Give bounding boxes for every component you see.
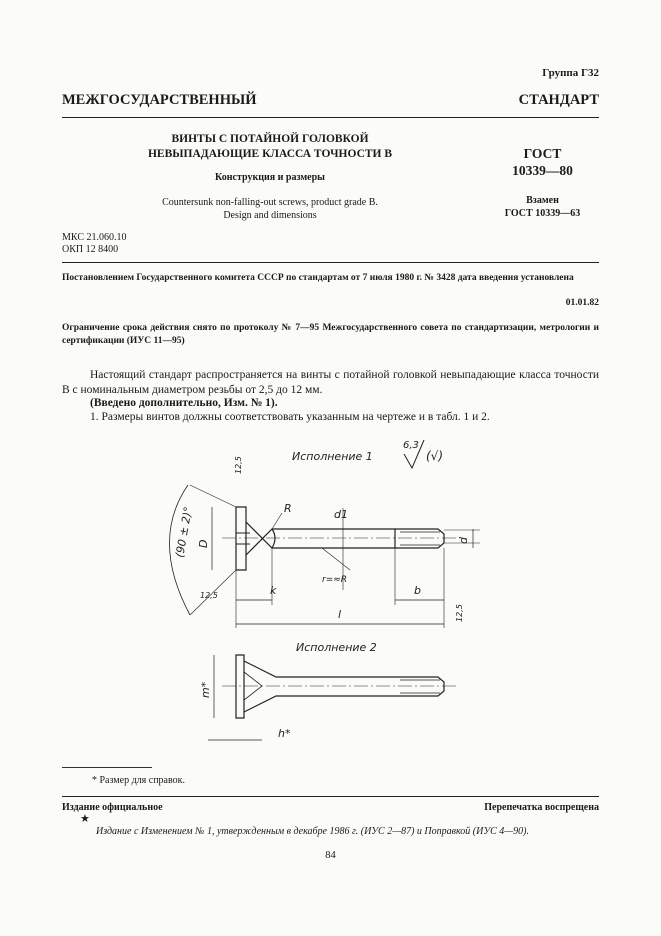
page-number: 84: [325, 850, 336, 861]
label-r: r=≈R: [322, 575, 348, 585]
reprint-prohibited: Перепечатка воспрещена: [484, 802, 599, 813]
replaces-label: Взамен: [526, 195, 559, 206]
variant2-label: Исполнение 2: [296, 641, 377, 654]
label-d: d: [457, 537, 470, 544]
screw-drawing: [0, 430, 661, 770]
footnote: * Размер для справок.: [92, 775, 185, 786]
standard-banner: МЕЖГОСУДАРСТВЕННЫЙ СТАНДАРТ: [62, 92, 599, 108]
label-R: R: [284, 502, 292, 515]
footnote-rule: [62, 767, 152, 768]
label-b: b: [414, 584, 421, 597]
gost-number: [480, 145, 605, 179]
introduction-date: 01.01.82: [565, 298, 599, 308]
replaces-block: [480, 194, 605, 220]
amendment-note: (Введено дополнительно, Изм. № 1).: [90, 397, 278, 409]
title-line-1: ВИНТЫ С ПОТАЙНОЙ ГОЛОВКОЙ: [171, 133, 369, 145]
footer-rule: [62, 796, 599, 797]
codes-rule: [62, 262, 599, 263]
document-subtitle: Конструкция и размеры: [215, 172, 325, 183]
english-title-line-1: Countersunk non-falling-out screws, product grade B.: [162, 197, 378, 208]
title-line-2: НЕВЫПАДАЮЩИЕ КЛАССА ТОЧНОСТИ В: [147, 148, 393, 160]
document-title: [110, 132, 430, 162]
label-m: m*: [199, 681, 212, 698]
group-code: Группа Г32: [542, 67, 599, 79]
gost-label: ГОСТ: [523, 146, 562, 161]
roughness-mark-right: 12,5: [455, 604, 464, 622]
angle-label: (90 ± 2)°: [173, 505, 195, 559]
limitation-text: Ограничение срока действия снято по протоколу № 7—95 Межгосударственного совета по стандартизации, метрологии и сертификации (ИУС 11—95): [62, 323, 599, 346]
roughness-mark-head: 12,5: [234, 456, 243, 474]
classification-codes: [62, 232, 126, 256]
label-h: h*: [278, 727, 291, 740]
label-k: k: [270, 584, 277, 597]
decree-text: Постановлением Государственного комитета СССР по стандартам от 7 июля 1980 г. № 3428 дата введения установлена: [62, 273, 574, 283]
replaces-value: ГОСТ 10339—63: [504, 208, 581, 219]
gost-number-value: 10339—80: [512, 163, 573, 178]
roughness-mark-left: 12,5: [200, 591, 218, 600]
dimensions-paragraph: 1. Размеры винтов должны соответствовать указанным на чертеже и в табл. 1 и 2.: [90, 411, 490, 423]
roughness-value: 6,3: [403, 440, 419, 451]
variant1-label: Исполнение 1: [292, 450, 373, 463]
header-rule: [62, 117, 599, 118]
english-title-line-2: Design and dimensions: [223, 210, 317, 221]
official-edition: Издание официальное: [62, 802, 163, 813]
english-title: [110, 196, 430, 222]
scope-paragraph: Настоящий стандарт распространяется на винты с потайной головкой невыпадающие класса точности В с номинальным диаметром резьбы от 2,5 до 12 мм.: [62, 369, 599, 396]
label-l: l: [338, 608, 342, 621]
label-D: D: [197, 539, 210, 548]
roughness-paren: (√): [426, 449, 444, 463]
star-icon: ★: [80, 813, 90, 825]
label-d1: d1: [334, 508, 348, 521]
mks-code: МКС 21.060.10: [62, 232, 127, 243]
okp-code: ОКП 12 8400: [62, 244, 119, 255]
edition-note: Издание с Изменением № 1, утвержденным в декабре 1986 г. (ИУС 2—87) и Поправкой (ИУС 4—90).: [96, 826, 529, 837]
